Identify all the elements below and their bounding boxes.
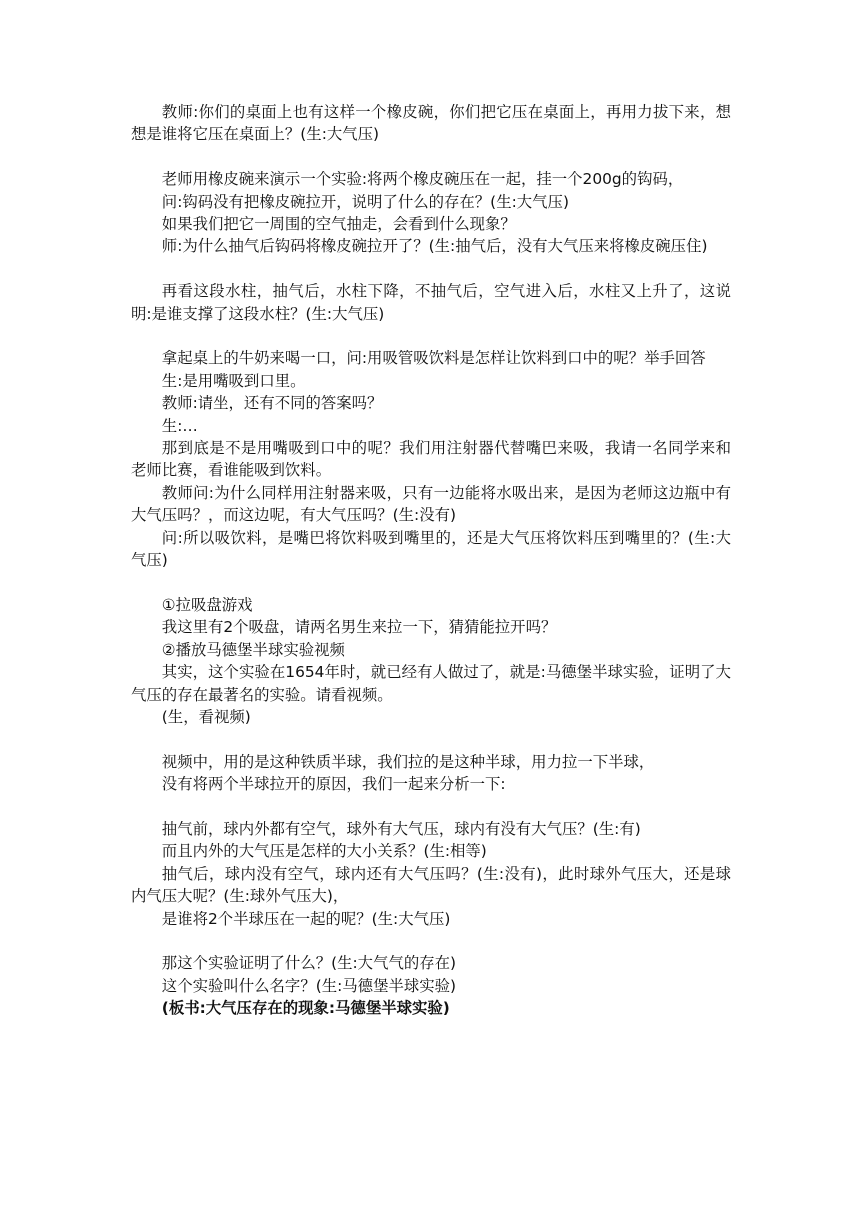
- paragraph-students-watch: (生，看视频): [161, 707, 251, 726]
- paragraph-gap: [131, 930, 731, 952]
- document-body: [131, 101, 731, 1020]
- paragraph-pressure-relation: 而且内外的大气压是怎样的大小关系？(生:相等): [161, 842, 487, 861]
- paragraph-what-proves: 那这个实验证明了什么？(生:大气气的存在): [161, 954, 457, 973]
- paragraph-milk-straw: 拿起桌上的牛奶来喝一口，问:用吸管吸饮料是怎样让饮料到口中的呢？举手回答: [161, 349, 706, 368]
- paragraph-gap: [131, 571, 731, 593]
- paragraph-teacher-rubber-bowl: 教师:你们的桌面上也有这样一个橡皮碗，你们把它压在桌面上，再用力拔下来，想想是谁将它压在桌面上？(生:大气压): [131, 103, 731, 144]
- paragraph-question-hook-weight: 问:钩码没有把橡皮碗拉开，说明了什么的存在？(生:大气压): [161, 192, 569, 211]
- paragraph-water-column: 再看这段水柱，抽气后，水柱下降，不抽气后，空气进入后，水柱又上升了，这说明:是谁支撑了这段水柱？(生:大气压): [131, 282, 731, 323]
- paragraph-gap: [131, 146, 731, 168]
- paragraph-gap: [131, 796, 731, 818]
- paragraph-student-ellipsis: 生:…: [161, 416, 198, 435]
- paragraph-syringe-contest: 那到底是不是用嘴吸到口中的呢？我们用注射器代替嘴巴来吸，我请一名同学来和老师比赛，看谁能吸到饮料。: [131, 439, 731, 480]
- paragraph-before-pumping: 抽气前，球内外都有空气，球外有大气压，球内有没有大气压？(生:有): [161, 819, 641, 838]
- paragraph-board-writing: (板书:大气压存在的现象:马德堡半球实验): [161, 999, 450, 1018]
- paragraph-who-presses: 是谁将2个半球压在一起的呢？(生:大气压): [161, 909, 451, 928]
- paragraph-experiment-name: 这个实验叫什么名字？(生:马德堡半球实验): [161, 976, 457, 995]
- paragraph-suction-cup-game: ①拉吸盘游戏: [161, 595, 253, 614]
- paragraph-analyze-reason: 没有将两个半球拉开的原因，我们一起来分析一下:: [161, 775, 506, 794]
- paragraph-remove-air: 如果我们把它一周围的空气抽走，会看到什么现象？: [161, 215, 516, 234]
- paragraph-after-pumping: 抽气后，球内没有空气，球内还有大气压吗？(生:没有)，此时球外气压大，还是球内气压大呢？(生:球外气压大)，: [131, 864, 731, 906]
- paragraph-magdeburg-history: 其实，这个实验在1654年时，就已经有人做过了，就是:马德堡半球实验，证明了大气压的存在最著名的实验。请看视频。: [131, 663, 731, 704]
- paragraph-teacher-other-answers: 教师:请坐，还有不同的答案吗？: [161, 394, 383, 413]
- paragraph-student-answer-mouth: 生:是用嘴吸到口里。: [161, 371, 306, 390]
- paragraph-teacher-why-syringe: 教师问:为什么同样用注射器来吸，只有一边能将水吸出来，是因为老师这边瓶中有大气压吗？，而这边呢，有大气压吗？(生:没有): [131, 483, 731, 525]
- paragraph-demo-experiment: 老师用橡皮碗来演示一个实验:将两个橡皮碗压在一起，挂一个200g的钩码，: [161, 170, 684, 189]
- paragraph-question-straw-conclusion: 问:所以吸饮料，是嘴巴将饮料吸到嘴里的，还是大气压将饮料压到嘴里的？(生:大气压): [131, 528, 731, 570]
- paragraph-why-pulled-apart: 师:为什么抽气后钩码将橡皮碗拉开了？(生:抽气后，没有大气压来将橡皮碗压住): [161, 237, 708, 256]
- paragraph-gap: [131, 258, 731, 280]
- paragraph-gap: [131, 728, 731, 750]
- paragraph-iron-hemispheres: 视频中，用的是这种铁质半球，我们拉的是这种半球，用力拉一下半球，: [161, 752, 655, 771]
- paragraph-gap: [131, 325, 731, 347]
- paragraph-two-suction-cups: 我这里有2个吸盘，请两名男生来拉一下，猜猜能拉开吗？: [161, 618, 557, 637]
- paragraph-play-video: ②播放马德堡半球实验视频: [161, 640, 345, 659]
